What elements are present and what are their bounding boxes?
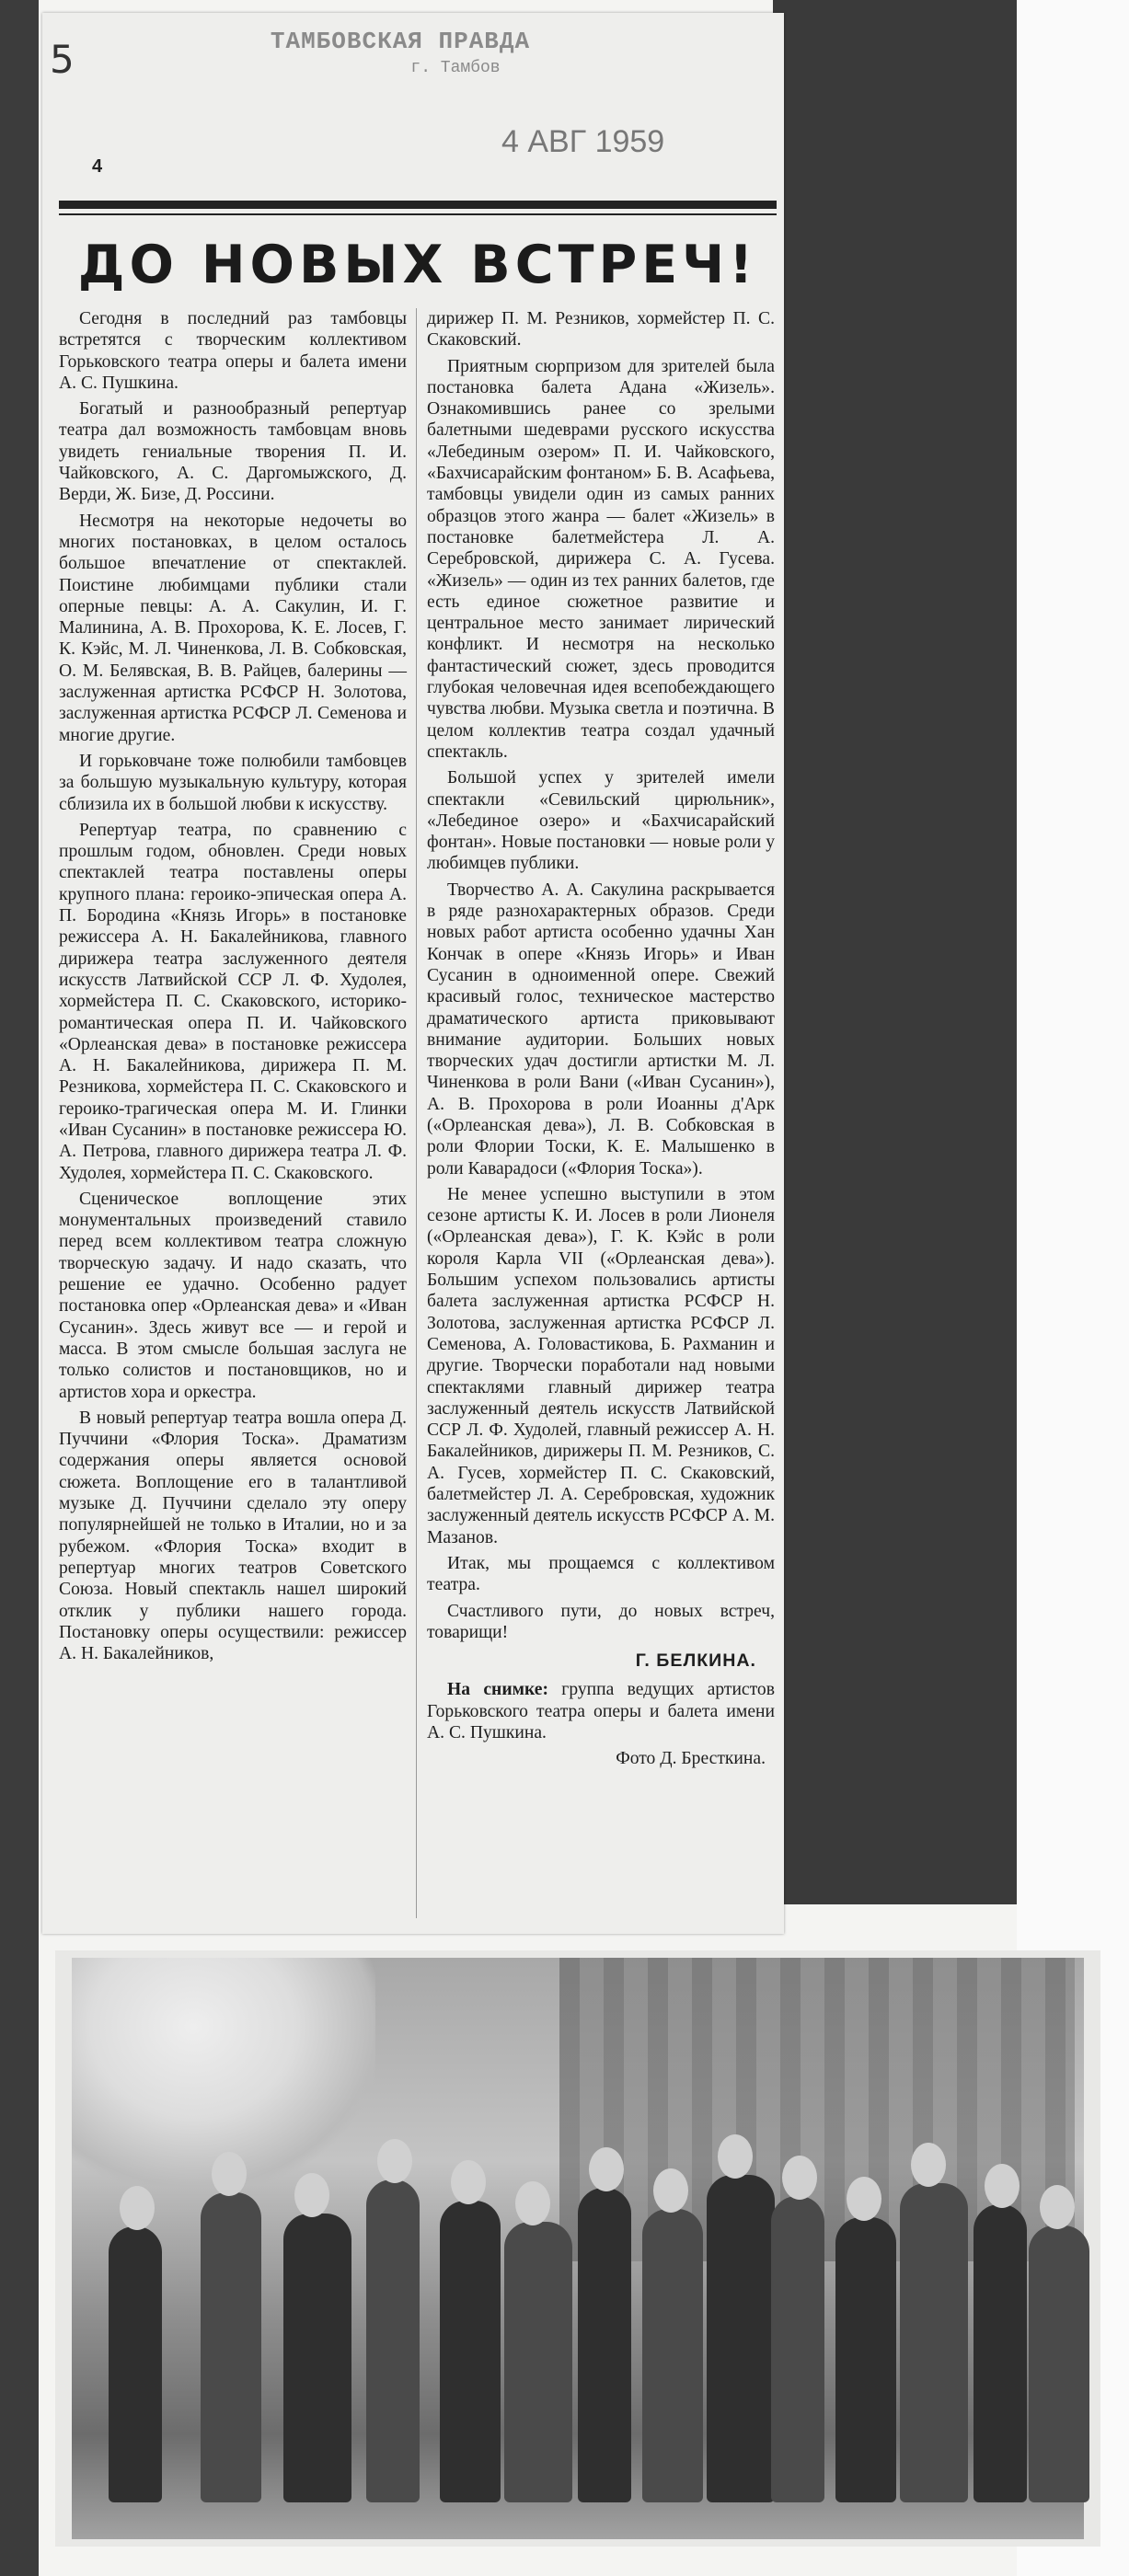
person-silhouette bbox=[504, 2222, 572, 2502]
caption-text: группа ведущих артистов Горьковского театра оперы и балета имени А. С. Пушкина. bbox=[427, 1680, 775, 1742]
caption-label: На снимке: bbox=[447, 1680, 548, 1700]
person-silhouette bbox=[440, 2201, 501, 2502]
paragraph: Сценическое воплощение этих монументальных произведений ставило перед всем коллективом театра сложную творческую задачу. И надо сказать, что решение ее удачно. Особенно радует постановка опер «Орлеанская дева» и «Иван Сусанин». Здесь живут все — и герой и масса. В этом смысле большая заслуга не только солистов и постановщиков, но и артистов хора и оркестра. bbox=[59, 1189, 407, 1402]
paragraph: Творчество А. А. Сакулина раскрывается в ряде разнохарактерных образов. Среди новых работ артиста особенно удачны Хан Кончак в опере «Князь Игорь» и Иван Сусанин в одноименной опере. Свежий красивый голос, техническое мастерство драматического артиста приковывают внимание аудитории. Больших новых творческих удач достигли артистки М. Л. Чиненкова в роли Вани («Иван Сусанин»), А. В. Прохорова в роли Иоанны д'Арк («Орлеанская дева»), Л. В. Собковская в роли Флории Тоски, К. Е. Малышенко в роли Каварадоси («Флория Тоска»). bbox=[427, 880, 775, 1179]
person-silhouette bbox=[283, 2214, 351, 2502]
paragraph: Несмотря на некоторые недочеты во многих постановках, в целом осталось большое впечатление от спектаклей. Поистине любимцами публики стали оперные певцы: А. А. Сакулин, И. Г. Малинина, А. В. Прохорова, К. Е. Лосев, Г. К. Кэйс, М. Л. Чиненкова, Л. В. Собковская, О. М. Белявская, В. В. Райцев, балерины — заслуженная артистка РСФСР Н. Золотова, заслуженная артистка РСФСР Л. Семенова и многие другие. bbox=[59, 511, 407, 745]
paragraph: Итак, мы прощаемся с коллективом театра. bbox=[427, 1553, 775, 1595]
scan-left-edge bbox=[0, 0, 46, 2576]
person-head bbox=[212, 2152, 247, 2196]
paragraph: Репертуар театра, по сравнению с прошлым годом, обновлен. Среди новых спектаклей театра поставлены оперы крупного плана: героико-эпическая опера А. П. Бородина «Князь Игорь» в постановке режиссера А. Н. Бакалейникова, главного дирижера театра заслуженного деятеля искусств Латвийской ССР Л. Ф. Худолея, хормейстера П. С. Скаковского, историко-романтическая опера П. И. Чайковского «Орлеанская дева» в постановке режиссера А. Н. Бакалейникова, дирижера П. М. Резникова, хормейстера П. С. Скаковского и героико-трагическая опера М. И. Глинки «Иван Сусанин» в постановке режиссера Ю. А. Петрова, главного дирижера театра Л. Ф. Худолея, хормейстера П. С. Скаковского. bbox=[59, 820, 407, 1183]
person-head bbox=[294, 2173, 329, 2217]
photo-credit: Фото Д. Бресткина. bbox=[616, 1749, 766, 1769]
corner-handwritten-mark: 5 bbox=[50, 37, 75, 82]
person-head bbox=[911, 2143, 946, 2187]
article-headline: ДО НОВЫХ ВСТРЕЧ! bbox=[77, 235, 758, 295]
person-head bbox=[782, 2156, 817, 2200]
article-column-left bbox=[59, 308, 407, 1669]
person-head bbox=[589, 2147, 624, 2191]
person-silhouette bbox=[973, 2204, 1027, 2502]
paragraph: Большой успех у зрителей имели спектакли «Севильский цирюльник», «Лебединое озеро» и «Бахчисарайский фонтан». Новые постановки — новые роли у любимцев публики. bbox=[427, 768, 775, 874]
paragraph: Счастливого пути, до новых встреч, товарищи! bbox=[427, 1601, 775, 1642]
person-head bbox=[847, 2177, 881, 2221]
header-rule-thin bbox=[59, 213, 777, 215]
person-silhouette bbox=[642, 2209, 703, 2502]
person-silhouette bbox=[578, 2188, 631, 2502]
paragraph: В новый репертуар театра вошла опера Д. Пуччини «Флория Тоска». Драматизм содержания оперы является основой сюжета. Воплощение его в талантливой музыке Д. Пуччини сделало эту оперу популярнейшей не только в Италии, но и за рубежом. «Флория Тоска» входит в репертуар многих театров Советского Союза. Новый спектакль нашел широкий отклик у публики нашего города. Постановку оперы осуществили: режиссер А. Н. Бакалейников, bbox=[59, 1408, 407, 1664]
person-silhouette bbox=[835, 2217, 896, 2502]
group-photo bbox=[55, 1950, 1100, 2547]
group-photo-image bbox=[72, 1958, 1084, 2539]
person-head bbox=[1040, 2185, 1075, 2229]
person-head bbox=[120, 2186, 155, 2230]
paragraph: Сегодня в последний раз тамбовцы встретятся с творческим коллективом Горьковского театра оперы и балета имени А. С. Пушкина. bbox=[59, 309, 407, 393]
person-silhouette bbox=[771, 2196, 824, 2502]
person-silhouette bbox=[707, 2175, 775, 2502]
article-column-right bbox=[427, 308, 775, 1775]
newspaper-stamp bbox=[244, 28, 557, 83]
person-head bbox=[451, 2160, 486, 2204]
date-stamp: 4 АВГ 1959 bbox=[501, 124, 665, 159]
person-silhouette bbox=[900, 2183, 968, 2502]
author-signature: Г. БЕЛКИНА. bbox=[635, 1650, 756, 1672]
person-silhouette bbox=[109, 2226, 162, 2502]
photo-caption bbox=[427, 1679, 775, 1743]
person-head bbox=[515, 2181, 550, 2225]
person-silhouette bbox=[1029, 2225, 1089, 2502]
person-silhouette bbox=[366, 2179, 420, 2502]
paragraph: И горьковчане тоже полюбили тамбовцев за большую музыкальную культуру, которая сблизила их в большой любви к искусству. bbox=[59, 751, 407, 814]
paragraph: Не менее успешно выступили в этом сезоне артисты К. И. Лосев в роли Лионеля («Орлеанская дева»), Г. К. Кэйс в роли короля Карла VII («Орлеанская дева»). Большим успехом пользовались артисты балета заслуженная артистка РСФСР Н. Золотова, заслуженная артистка РСФСР Л. Семенова, А. Головастикова, Б. Рахманин и другие. Творчески поработали над новыми спектаклями главный дирижер театра заслуженный деятель искусств Латвийской ССР Л. Ф. Худолей, главный режиссер А. Н. Бакалейников, дирижеры П. М. Резников, С. А. Гусев, хормейстер П. С. Скаковский, балетмейстер Л. А. Серебровская, художник заслуженный деятель искусств РСФСР А. М. Мазанов. bbox=[427, 1184, 775, 1547]
stamp-city: г. Тамбов bbox=[410, 59, 501, 77]
scan-background bbox=[773, 0, 1017, 1904]
person-head bbox=[718, 2134, 753, 2179]
paragraph: Приятным сюрпризом для зрителей была постановка балета Адана «Жизель». Ознакомившись ранее со зрелыми балетными шедеврами русского искусства «Лебединым озером» П. И. Чайковского, «Бахчисарайским фонтаном» Б. В. Асафьева, тамбовцы увидели один из самых ранних образцов этого жанра — балет «Жизель» в постановке балетмейстера Л. А. Серебровской, дирижера С. А. Гусева. «Жизель» — один из тех ранних балетов, где есть единое сюжетное развитие и центральное место занимает лирический конфликт. И несмотря на несколько фантастический сюжет, здесь проводится глубокая человечная идея всепобеждающего чувства любви. Музыка светла и поэтична. В целом коллектив театра создал удачный спектакль. bbox=[427, 356, 775, 762]
person-head bbox=[653, 2168, 688, 2213]
person-silhouette bbox=[201, 2192, 261, 2502]
paragraph: Богатый и разнообразный репертуар театра дал возможность тамбовцам вновь увидеть гениальные творения П. И. Чайковского, А. С. Даргомыжского, Д. Верди, Ж. Бизе, Д. Россини. bbox=[59, 399, 407, 505]
column-divider bbox=[416, 308, 417, 1918]
person-head bbox=[985, 2164, 1020, 2208]
paragraph: дирижер П. М. Резников, хормейстер П. С. Скаковский. bbox=[427, 309, 775, 351]
page-number: 4 bbox=[92, 156, 103, 177]
person-head bbox=[377, 2139, 412, 2183]
header-rule bbox=[59, 201, 777, 209]
stamp-paper-name: ТАМБОВСКАЯ ПРАВДА bbox=[270, 28, 531, 55]
